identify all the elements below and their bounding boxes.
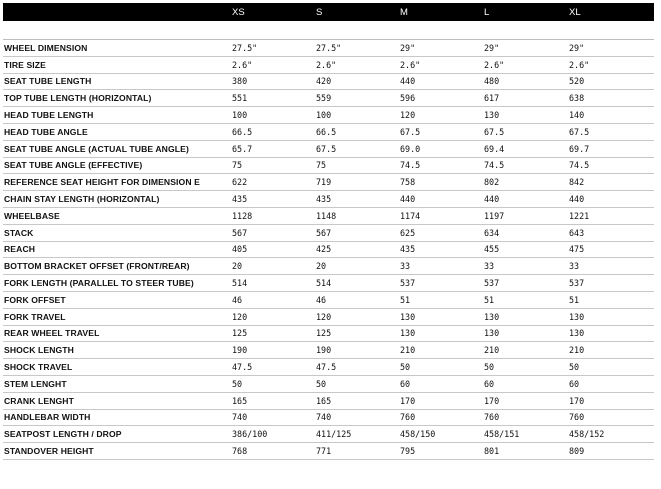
- table-row: [3, 258, 654, 275]
- value-cell-s: 435: [316, 194, 332, 205]
- value-cell-m: 795: [400, 446, 416, 457]
- value-cell-xs: 551: [232, 93, 248, 104]
- table-row: [3, 426, 654, 443]
- value-cell-l: 802: [484, 177, 500, 188]
- row-label: HANDLEBAR WIDTH: [4, 412, 91, 423]
- value-cell-xl: 69.7: [569, 143, 590, 154]
- value-cell-l: 29": [484, 42, 500, 53]
- value-cell-l: 634: [484, 227, 500, 238]
- row-label: TIRE SIZE: [4, 59, 46, 70]
- value-cell-xs: 20: [232, 261, 243, 272]
- header-spacer: [3, 21, 654, 40]
- row-label: SHOCK LENGTH: [4, 345, 74, 356]
- row-label: FORK TRAVEL: [4, 311, 66, 322]
- table-row: [3, 124, 654, 141]
- size-header-l: L: [484, 6, 490, 18]
- row-label: STEM LENGHT: [4, 378, 67, 389]
- value-cell-s: 47.5: [316, 362, 337, 373]
- value-cell-xs: 120: [232, 311, 248, 322]
- row-label: REACH: [4, 244, 36, 255]
- value-cell-s: 50: [316, 378, 327, 389]
- value-cell-xl: 760: [569, 412, 585, 423]
- row-label: SEAT TUBE ANGLE (EFFECTIVE): [4, 160, 143, 171]
- value-cell-xl: 29": [569, 42, 585, 53]
- value-cell-xs: 514: [232, 278, 248, 289]
- value-cell-s: 75: [316, 160, 327, 171]
- value-cell-s: 190: [316, 345, 332, 356]
- table-row: [3, 359, 654, 376]
- row-label: SHOCK TRAVEL: [4, 362, 73, 373]
- value-cell-m: 760: [400, 412, 416, 423]
- value-cell-xl: 809: [569, 446, 585, 457]
- value-cell-m: 51: [400, 294, 411, 305]
- value-cell-s: 2.6": [316, 59, 337, 70]
- value-cell-s: 740: [316, 412, 332, 423]
- value-cell-l: 458/151: [484, 429, 520, 440]
- value-cell-l: 74.5: [484, 160, 505, 171]
- value-cell-xl: 140: [569, 110, 585, 121]
- value-cell-l: 1197: [484, 210, 505, 221]
- value-cell-l: 130: [484, 311, 500, 322]
- table-row: [3, 410, 654, 427]
- table-row: [3, 376, 654, 393]
- value-cell-xs: 46: [232, 294, 243, 305]
- value-cell-m: 625: [400, 227, 416, 238]
- row-label: SEAT TUBE LENGTH: [4, 76, 92, 87]
- value-cell-s: 420: [316, 76, 332, 87]
- value-cell-l: 210: [484, 345, 500, 356]
- value-cell-l: 60: [484, 378, 495, 389]
- value-cell-xl: 60: [569, 378, 580, 389]
- value-cell-m: 458/150: [400, 429, 436, 440]
- value-cell-xs: 50: [232, 378, 243, 389]
- row-label: FORK LENGTH (PARALLEL TO STEER TUBE): [4, 278, 194, 289]
- value-cell-xl: 170: [569, 395, 585, 406]
- table-row: [3, 309, 654, 326]
- value-cell-s: 46: [316, 294, 327, 305]
- value-cell-m: 50: [400, 362, 411, 373]
- row-label: CHAIN STAY LENGTH (HORIZONTAL): [4, 194, 160, 205]
- value-cell-xl: 51: [569, 294, 580, 305]
- value-cell-l: 51: [484, 294, 495, 305]
- value-cell-s: 411/125: [316, 429, 352, 440]
- table-row: [3, 158, 654, 175]
- table-row: [3, 40, 654, 57]
- table-row: [3, 326, 654, 343]
- value-cell-l: 67.5: [484, 126, 505, 137]
- row-label: FORK OFFSET: [4, 294, 66, 305]
- value-cell-m: 74.5: [400, 160, 421, 171]
- value-cell-xl: 842: [569, 177, 585, 188]
- value-cell-m: 440: [400, 76, 416, 87]
- value-cell-s: 425: [316, 244, 332, 255]
- value-cell-xs: 165: [232, 395, 248, 406]
- value-cell-l: 170: [484, 395, 500, 406]
- value-cell-xl: 458/152: [569, 429, 605, 440]
- value-cell-m: 69.0: [400, 143, 421, 154]
- value-cell-s: 125: [316, 328, 332, 339]
- value-cell-m: 33: [400, 261, 411, 272]
- value-cell-xl: 440: [569, 194, 585, 205]
- value-cell-xl: 537: [569, 278, 585, 289]
- value-cell-m: 120: [400, 110, 416, 121]
- value-cell-l: 130: [484, 328, 500, 339]
- value-cell-xl: 210: [569, 345, 585, 356]
- table-row: [3, 74, 654, 91]
- value-cell-xs: 75: [232, 160, 243, 171]
- value-cell-xl: 1221: [569, 210, 590, 221]
- value-cell-xs: 435: [232, 194, 248, 205]
- value-cell-xl: 74.5: [569, 160, 590, 171]
- value-cell-l: 130: [484, 110, 500, 121]
- row-label: SEATPOST LENGTH / DROP: [4, 429, 122, 440]
- value-cell-m: 2.6": [400, 59, 421, 70]
- value-cell-l: 50: [484, 362, 495, 373]
- value-cell-xs: 2.6": [232, 59, 253, 70]
- value-cell-m: 440: [400, 194, 416, 205]
- value-cell-s: 165: [316, 395, 332, 406]
- table-row: [3, 141, 654, 158]
- value-cell-xl: 130: [569, 311, 585, 322]
- value-cell-l: 480: [484, 76, 500, 87]
- row-label: WHEEL DIMENSION: [4, 42, 88, 53]
- value-cell-m: 67.5: [400, 126, 421, 137]
- value-cell-xs: 567: [232, 227, 248, 238]
- value-cell-m: 435: [400, 244, 416, 255]
- value-cell-xl: 2.6": [569, 59, 590, 70]
- value-cell-m: 130: [400, 328, 416, 339]
- table-row: [3, 225, 654, 242]
- row-label: REAR WHEEL TRAVEL: [4, 328, 100, 339]
- table-row: [3, 57, 654, 74]
- value-cell-l: 69.4: [484, 143, 505, 154]
- value-cell-xs: 768: [232, 446, 248, 457]
- value-cell-m: 596: [400, 93, 416, 104]
- value-cell-s: 67.5: [316, 143, 337, 154]
- row-label: TOP TUBE LENGTH (HORIZONTAL): [4, 93, 152, 104]
- row-label: CRANK LENGHT: [4, 395, 74, 406]
- value-cell-xs: 190: [232, 345, 248, 356]
- value-cell-s: 100: [316, 110, 332, 121]
- table-row: [3, 393, 654, 410]
- value-cell-l: 537: [484, 278, 500, 289]
- value-cell-xs: 47.5: [232, 362, 253, 373]
- value-cell-xs: 100: [232, 110, 248, 121]
- value-cell-xs: 380: [232, 76, 248, 87]
- value-cell-s: 27.5": [316, 42, 342, 53]
- value-cell-l: 801: [484, 446, 500, 457]
- row-label: SEAT TUBE ANGLE (ACTUAL TUBE ANGLE): [4, 143, 189, 154]
- value-cell-m: 29": [400, 42, 416, 53]
- value-cell-xs: 405: [232, 244, 248, 255]
- value-cell-xs: 27.5": [232, 42, 258, 53]
- row-label: STACK: [4, 227, 34, 238]
- value-cell-xs: 1128: [232, 210, 253, 221]
- table-row: [3, 90, 654, 107]
- table-row: [3, 208, 654, 225]
- table-row: [3, 443, 654, 460]
- value-cell-l: 455: [484, 244, 500, 255]
- value-cell-l: 617: [484, 93, 500, 104]
- size-header-xs: XS: [232, 6, 245, 18]
- value-cell-s: 559: [316, 93, 332, 104]
- value-cell-s: 66.5: [316, 126, 337, 137]
- table-row: [3, 342, 654, 359]
- value-cell-xs: 66.5: [232, 126, 253, 137]
- value-cell-xs: 125: [232, 328, 248, 339]
- value-cell-xl: 475: [569, 244, 585, 255]
- value-cell-xl: 638: [569, 93, 585, 104]
- value-cell-xl: 643: [569, 227, 585, 238]
- row-label: WHEELBASE: [4, 210, 60, 221]
- value-cell-m: 170: [400, 395, 416, 406]
- row-label: REFERENCE SEAT HEIGHT FOR DIMENSION E: [4, 177, 200, 188]
- value-cell-s: 567: [316, 227, 332, 238]
- size-header-xl: XL: [569, 6, 581, 18]
- value-cell-l: 33: [484, 261, 495, 272]
- table-body: [3, 40, 654, 460]
- table-row: [3, 275, 654, 292]
- value-cell-xl: 33: [569, 261, 580, 272]
- size-header-row: [3, 3, 654, 21]
- value-cell-m: 537: [400, 278, 416, 289]
- value-cell-xs: 740: [232, 412, 248, 423]
- value-cell-xs: 622: [232, 177, 248, 188]
- value-cell-xl: 67.5: [569, 126, 590, 137]
- table-row: [3, 174, 654, 191]
- value-cell-s: 514: [316, 278, 332, 289]
- table-row: [3, 191, 654, 208]
- value-cell-s: 120: [316, 311, 332, 322]
- value-cell-xl: 520: [569, 76, 585, 87]
- value-cell-l: 440: [484, 194, 500, 205]
- value-cell-l: 760: [484, 412, 500, 423]
- row-label: HEAD TUBE ANGLE: [4, 126, 88, 137]
- value-cell-m: 60: [400, 378, 411, 389]
- value-cell-xs: 65.7: [232, 143, 253, 154]
- value-cell-s: 20: [316, 261, 327, 272]
- geometry-table: [3, 3, 654, 460]
- value-cell-s: 1148: [316, 210, 337, 221]
- value-cell-m: 130: [400, 311, 416, 322]
- row-label: HEAD TUBE LENGTH: [4, 110, 94, 121]
- table-row: [3, 107, 654, 124]
- value-cell-m: 1174: [400, 210, 421, 221]
- value-cell-s: 771: [316, 446, 332, 457]
- table-row: [3, 292, 654, 309]
- value-cell-s: 719: [316, 177, 332, 188]
- size-header-s: S: [316, 6, 323, 18]
- value-cell-m: 758: [400, 177, 416, 188]
- size-header-m: M: [400, 6, 408, 18]
- value-cell-m: 210: [400, 345, 416, 356]
- table-row: [3, 242, 654, 259]
- value-cell-xl: 50: [569, 362, 580, 373]
- value-cell-xl: 130: [569, 328, 585, 339]
- value-cell-xs: 386/100: [232, 429, 268, 440]
- value-cell-l: 2.6": [484, 59, 505, 70]
- row-label: BOTTOM BRACKET OFFSET (FRONT/REAR): [4, 261, 190, 272]
- row-label: STANDOVER HEIGHT: [4, 446, 94, 457]
